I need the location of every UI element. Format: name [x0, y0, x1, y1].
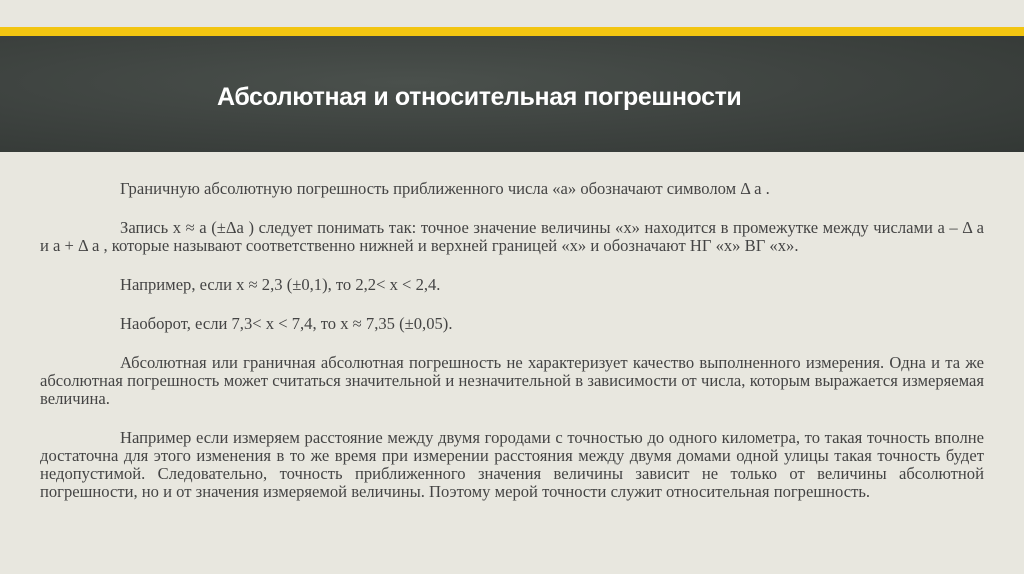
slide-title: Абсолютная и относительная погрешности	[217, 83, 742, 111]
slide-body	[40, 179, 984, 522]
accent-bar	[0, 27, 1024, 36]
paragraph-notation: Запись х ≈ а (±Δа ) следует понимать так: точное значение величины «х» находится в промежутке между числами а – Δ а и а + Δ а , которые называют соответственно нижней и верхней границей «х» и обозначают НГ «х» ВГ «х».	[40, 218, 984, 255]
top-margin	[0, 0, 1024, 27]
paragraph-example-1: Например, если х ≈ 2,3 (±0,1), то 2,2< х < 2,4.	[120, 275, 441, 294]
paragraph-relative-error: Например если измеряем расстояние между двумя городами с точностью до одного километра, то такая точность вполне достаточна для этого изменения в то же время при измерении расстояния между двумя домами одной улицы такая точность будет недопустимой. Следовательно, точность приближенного значения величины зависит не только от величины абсолютной погрешности, но и от значения измеряемой величины. Поэтому мерой точности служит относительная погрешность.	[40, 428, 984, 501]
paragraph-absolute-error: Абсолютная или граничная абсолютная погрешность не характеризует качество выполненного измерения. Одна и та же абсолютная погрешность может считаться значительной и незначительной в зависимости от числа, которым выражается измеряемая величина.	[40, 353, 984, 408]
paragraph-example-2: Наоборот, если 7,3< х < 7,4, то х ≈ 7,35 (±0,05).	[120, 314, 453, 333]
paragraph-definition: Граничную абсолютную погрешность приближенного числа «а» обозначают символом Δ а .	[120, 179, 770, 198]
